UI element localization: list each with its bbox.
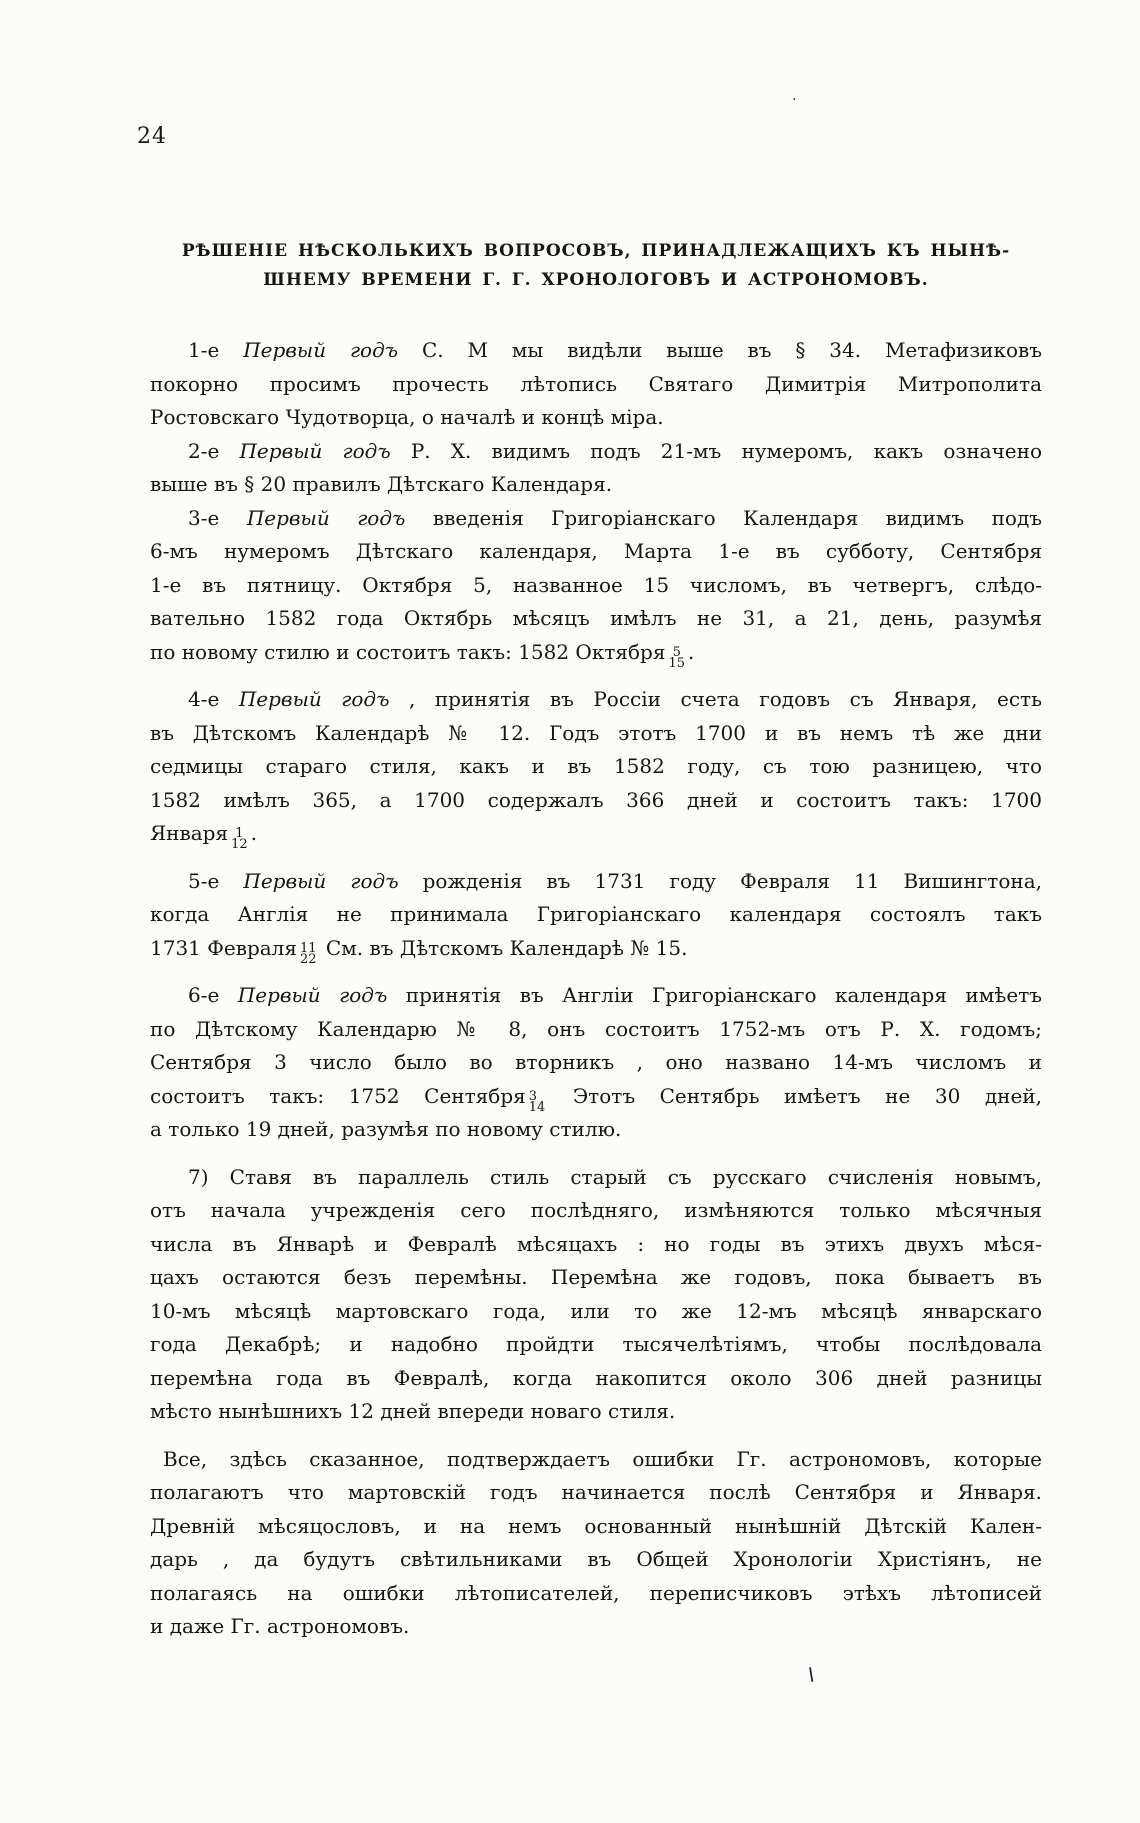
text-run: См. въ Дѣтскомъ Календарѣ № 15.	[319, 935, 688, 960]
text-line	[150, 636, 1042, 670]
text-run: Древній мѣсяцословъ, и на немъ основанный нынѣшній Дѣтскій Кален-	[150, 1513, 1042, 1538]
text-run: а только 19 дней, разумѣя по новому стилю.	[150, 1117, 622, 1141]
paragraph	[150, 502, 1042, 670]
text-run: 4-е	[188, 687, 239, 711]
scan-artifact-dot: ·	[792, 90, 797, 108]
text-line	[150, 1510, 1042, 1544]
text-line	[150, 602, 1042, 636]
paragraph	[150, 1443, 1042, 1644]
text-line	[150, 368, 1042, 402]
text-run: 6-мъ нумеромъ Дѣтскаго календаря, Марта 1-е въ субботу, Сентября	[150, 539, 1042, 563]
text-line	[150, 1328, 1042, 1362]
text-run: отъ начала учрежденія сего послѣдняго, измѣняются только мѣсячныя	[150, 1198, 1042, 1222]
paragraph	[150, 979, 1042, 1147]
text-run: Ростовскаго Чудотворца, о началѣ и концѣ міра.	[150, 405, 664, 429]
text-line	[150, 468, 1042, 502]
text-run: 2-е	[188, 438, 240, 463]
text-line	[150, 683, 1042, 717]
text-line	[150, 865, 1042, 899]
text-run: 10-мъ мѣсяцѣ мартовскаго года, или то же 12-мъ мѣсяцѣ январскаго	[150, 1298, 1042, 1323]
text-line	[150, 1543, 1042, 1577]
text-run: 7) Ставя въ параллель стиль старый съ русскаго счисленія новымъ,	[188, 1164, 1042, 1189]
text-run: принятія въ Англіи Григоріанскаго календаря имѣетъ	[387, 983, 1042, 1007]
text-run: Р. Х. видимъ подъ 21-мъ нумеромъ, какъ означено	[390, 438, 1042, 463]
text-line	[150, 717, 1042, 751]
text-run: числа въ Январѣ и Февралѣ мѣсяцахъ : но годы въ этихъ двухъ мѣся-	[150, 1231, 1042, 1256]
text-run: выше въ § 20 правилъ Дѣтскаго Календаря.	[150, 472, 613, 496]
text-run: введенія Григоріанскаго Календаря видимъ подъ	[405, 505, 1042, 530]
text-line	[150, 502, 1042, 536]
text-line	[150, 1194, 1042, 1228]
text-line	[150, 1161, 1042, 1195]
text-line	[150, 1261, 1042, 1295]
text-line	[150, 932, 1042, 966]
text-run: 5-е	[188, 868, 244, 893]
emphasized-text: Первый годъ	[246, 505, 406, 530]
date-fraction: 11 22	[300, 940, 317, 967]
text-line	[150, 750, 1042, 784]
text-run: 1-е	[188, 338, 244, 362]
text-line	[150, 1395, 1042, 1429]
text-line	[150, 1046, 1042, 1080]
text-run: 1582 имѣлъ 365, а 1700 содержалъ 366 дней и состоитъ такъ: 1700	[150, 787, 1042, 812]
text-line	[150, 1610, 1042, 1644]
text-run: покорно просимъ прочесть лѣтопись Святаго Димитрія Митрополита	[150, 371, 1042, 396]
section-heading	[150, 237, 1042, 295]
text-run: 6-е	[188, 983, 238, 1007]
section-heading-line1: РѢШЕНІЕ НѢСКОЛЬКИХЪ ВОПРОСОВЪ, ПРИНАДЛЕЖАЩИХЪ КЪ НЫНѢ-	[181, 241, 1011, 261]
text-run: года Декабрѣ; и надобно пройдти тысячелѣтіямъ, чтобы послѣдовала	[150, 1332, 1042, 1356]
text-run: и даже Гг. астрономовъ.	[150, 1614, 410, 1638]
text-line	[150, 1080, 1042, 1114]
text-line	[150, 1443, 1042, 1477]
text-run: 1731 Февраля	[150, 935, 298, 960]
text-run: въ Дѣтскомъ Календарѣ № 12. Годъ этотъ 1700 и въ немъ тѣ же дни	[150, 720, 1042, 745]
text-run: состоитъ такъ: 1752 Сентября	[150, 1083, 526, 1108]
text-run: .	[250, 821, 257, 845]
text-run: Января	[150, 821, 229, 845]
text-run: мѣсто нынѣшнихъ 12 дней впереди новаго стиля.	[150, 1399, 676, 1423]
text-line	[150, 1476, 1042, 1510]
emphasized-text: Первый годъ	[238, 687, 390, 711]
text-line	[150, 334, 1042, 368]
text-run: полагаютъ что мартовскій годъ начинается послѣ Сентября и Января.	[150, 1480, 1042, 1504]
emphasized-text: Первый годъ	[237, 983, 388, 1007]
text-run: 1-е въ пятницу. Октября 5, названное 15 числомъ, въ четвергъ, слѣдо-	[150, 572, 1042, 597]
text-run: перемѣна года въ Февралѣ, когда накопится около 306 дней разницы	[150, 1365, 1042, 1390]
date-fraction: 1 12	[231, 826, 248, 852]
emphasized-text: Первый годъ	[239, 438, 391, 463]
text-run: полагаясь на ошибки лѣтописателей, переписчиковъ этѣхъ лѣтописей	[150, 1580, 1042, 1605]
text-line	[150, 401, 1042, 435]
text-run: , принятія въ Россіи счета годовъ съ Января, есть	[389, 687, 1043, 711]
emphasized-text: Первый годъ	[243, 338, 399, 362]
text-run: цахъ остаются безъ перемѣны. Перемѣна же годовъ, пока бываетъ въ	[150, 1265, 1042, 1289]
scan-artifact-tick: \	[806, 1664, 816, 1686]
text-line	[150, 435, 1042, 469]
text-run: дарь , да будутъ свѣтильниками въ Общей Хронологіи Христіянъ, не	[150, 1547, 1042, 1571]
text-run: Этотъ Сентябрь имѣетъ не 30 дней,	[548, 1083, 1042, 1108]
text-run: седмицы стараго стиля, какъ и въ 1582 году, съ тою разницею, что	[150, 754, 1042, 778]
text-run: С. М мы видѣли выше въ § 34. Метафизиковъ	[398, 338, 1042, 362]
text-run: .	[688, 639, 695, 664]
paragraph	[150, 334, 1042, 435]
text-line	[150, 1228, 1042, 1262]
text-line	[150, 784, 1042, 818]
text-run: вательно 1582 года Октябрь мѣсяцъ имѣлъ не 31, а 21, день, разумѣя	[150, 606, 1042, 630]
paragraph	[150, 435, 1042, 502]
paragraph	[150, 1161, 1042, 1429]
text-line	[150, 535, 1042, 569]
text-line	[150, 1577, 1042, 1611]
text-line	[150, 817, 1042, 851]
text-line	[150, 1013, 1042, 1047]
date-fraction: 3 14	[528, 1088, 546, 1115]
text-line	[150, 569, 1042, 603]
text-run: 3-е	[188, 505, 247, 530]
section-heading-line2: ШНЕМУ ВРЕМЕНИ Г. Г. ХРОНОЛОГОВЪ И АСТРОНОМОВЪ.	[263, 270, 929, 290]
text-run: Все, здѣсь сказанное, подтверждаетъ ошибки Гг. астрономовъ, которые	[163, 1446, 1042, 1471]
text-run: по Дѣтскому Календарю № 8, онъ состоитъ 1752-мъ отъ Р. Х. годомъ;	[150, 1016, 1042, 1041]
text-line	[150, 1113, 1042, 1147]
date-fraction: 5 15	[668, 644, 686, 671]
paragraph	[150, 865, 1042, 966]
page-number: 24	[137, 124, 167, 149]
paragraph	[150, 683, 1042, 851]
text-line	[150, 898, 1042, 932]
emphasized-text: Первый годъ	[243, 868, 399, 893]
text-run: Сентября 3 число было во вторникъ , оно названо 14-мъ числомъ и	[150, 1050, 1042, 1074]
text-line	[150, 1362, 1042, 1396]
text-run: рожденія въ 1731 году Февраля 11 Вишингтона,	[398, 868, 1042, 893]
body-text	[150, 334, 1042, 1644]
text-run: по новому стилю и состоитъ такъ: 1582 Октября	[150, 639, 666, 664]
text-line	[150, 1295, 1042, 1329]
text-line	[150, 979, 1042, 1013]
text-run: когда Англія не принимала Григоріанскаго календаря состоялъ такъ	[150, 902, 1042, 926]
